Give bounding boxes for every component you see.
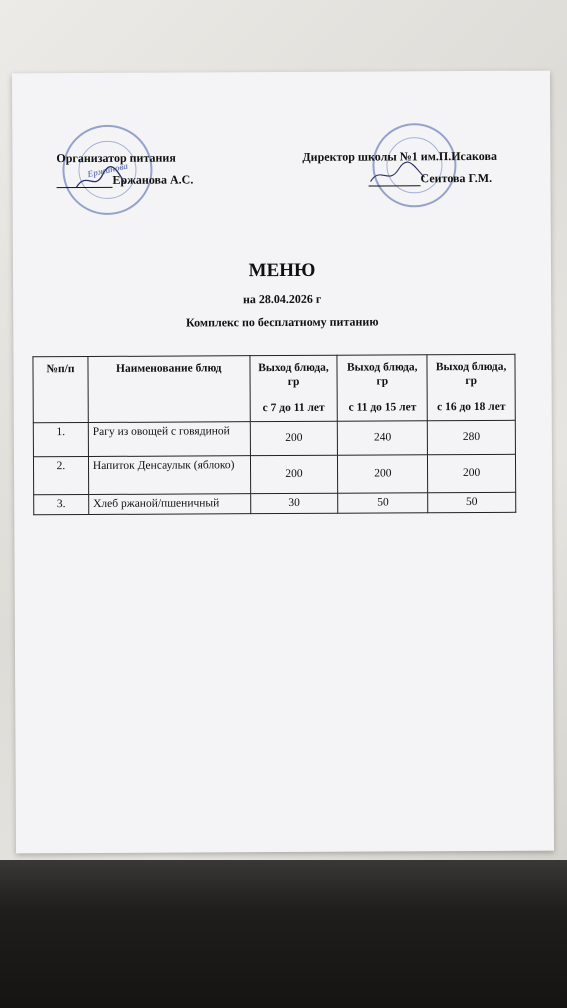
table-row (33, 454, 515, 495)
menu-document (12, 71, 554, 854)
dish-name: Напиток Денсаулык (яблоко) (88, 456, 250, 495)
portion-7-11: 30 (250, 493, 338, 513)
signature-left (72, 165, 132, 195)
portion-16-18: 280 (427, 420, 515, 454)
table-row (33, 420, 515, 457)
row-number: 2. (33, 457, 88, 495)
table-header-row (33, 354, 515, 423)
director-name: Сеитова Г.М. (368, 171, 492, 187)
organizer-role: Организатор питания (56, 150, 176, 166)
portion-16-18: 200 (428, 454, 516, 492)
stamp-left-text: Ержанова (86, 160, 129, 180)
row-number: 3. (34, 495, 89, 515)
header-age-16-18: Выход блюда, гр с 16 до 18 лет (427, 354, 515, 420)
page-title: МЕНЮ (248, 259, 316, 282)
portion-7-11: 200 (250, 421, 338, 455)
portion-7-11: 200 (250, 455, 338, 493)
row-number: 1. (33, 423, 88, 457)
subtitle: Комплекс по бесплатному питанию (185, 314, 379, 330)
signature-right (368, 161, 428, 191)
organizer-name: Ержанова А.С. (56, 172, 193, 188)
header-age-11-15: Выход блюда, гр с 11 до 15 лет (337, 355, 427, 421)
portion-11-15: 200 (338, 455, 428, 493)
portion-16-18: 50 (428, 492, 516, 512)
portion-11-15: 240 (338, 421, 428, 455)
header-age-7-11: Выход блюда, гр с 7 до 11 лет (250, 355, 338, 421)
header-dish-name: Наименование блюд (88, 356, 250, 423)
date-line: на 28.04.2026 г (242, 291, 322, 307)
table-row (34, 492, 516, 515)
menu-table (32, 354, 516, 516)
portion-11-15: 50 (338, 493, 428, 513)
dish-name: Хлеб ржаной/пшеничный (89, 494, 251, 515)
dish-name: Рагу из овощей с говядиной (88, 422, 250, 457)
dark-fabric (0, 860, 567, 1008)
director-role: Директор школы №1 им.П.Исакова (302, 148, 497, 164)
header-number: №п/п (33, 357, 88, 423)
